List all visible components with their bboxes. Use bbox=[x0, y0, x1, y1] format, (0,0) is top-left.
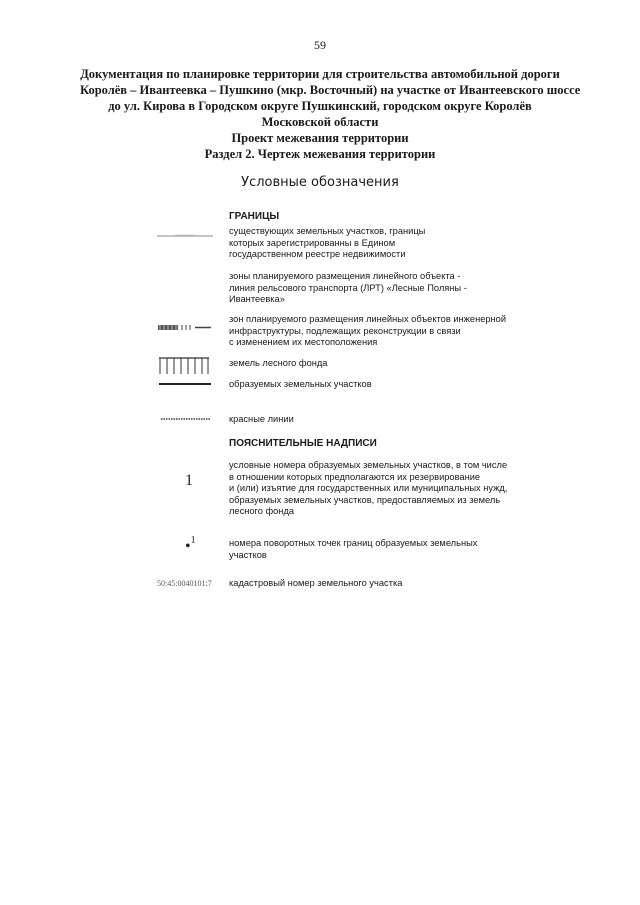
document-header bbox=[80, 66, 581, 162]
legend-item-parcel-numbers: условные номера образуемых земельных участков, в том числе в отношении которых предполагаются их резервирование и (или) изъятие для государственных или муниципальных нужд, образуемых земельных участков, предоставляемых из земель лесного фонда bbox=[229, 460, 508, 516]
turning-point-symbol: •1 bbox=[185, 535, 196, 555]
comb-line-icon bbox=[158, 355, 210, 377]
header-line: Раздел 2. Чертеж межевания территории bbox=[204, 147, 436, 161]
legend-item-existing-parcels: существующих земельных участков, границы которых зарегистрированны в Едином государственном реестре недвижимости bbox=[229, 226, 426, 259]
legend-item-red-lines: красные линии bbox=[229, 414, 294, 424]
header-line: до ул. Кирова в Городском округе Пушкинский, городском округе Королёв bbox=[108, 99, 532, 113]
header-line: Московской области bbox=[261, 115, 379, 129]
legend-item-turning-points: номера поворотных точек границ образуемых земельных участков bbox=[229, 538, 478, 560]
header-line: Проект межевания территории bbox=[231, 131, 409, 145]
notes-heading: ПОЯСНИТЕЛЬНЫЕ НАДПИСИ bbox=[229, 438, 377, 449]
dotted-red-line-icon bbox=[160, 416, 212, 422]
hatched-dashed-line-icon bbox=[157, 323, 213, 332]
cadastral-number-symbol: 50:45:0040101:7 bbox=[157, 579, 212, 588]
legend-item-cadastral-number: кадастровый номер земельного участка bbox=[229, 578, 403, 588]
thick-black-line-icon bbox=[158, 381, 212, 387]
page-number: 59 bbox=[314, 38, 326, 52]
borders-heading: ГРАНИЦЫ bbox=[229, 211, 280, 222]
legend-item-forest-lands: земель лесного фонда bbox=[229, 358, 328, 368]
legend-item-formed-parcels: образуемых земельных участков bbox=[229, 379, 372, 389]
thin-gray-line-icon bbox=[155, 232, 215, 240]
turning-point-number: 1 bbox=[190, 535, 196, 546]
header-line: Королёв – Ивантеевка – Пушкино (мкр. Восточный) на участке от Ивантеевского шоссе bbox=[80, 83, 581, 97]
legend-title: Условные обозначения bbox=[241, 175, 399, 190]
legend-item-engineering-zone: зон планируемого размещения линейных объектов инженерной инфраструктуры, подлежащих реконструкции в связи с изменением их местоположения bbox=[229, 314, 507, 347]
legend-item-lrt-zone: зоны планируемого размещения линейного объекта - линия рельсового транспорта (ЛРТ) «Лесные Поляны - Ивантеевка» bbox=[229, 271, 467, 304]
parcel-number-symbol: 1 bbox=[185, 472, 193, 489]
header-line: Документация по планировке территории для строительства автомобильной дороги bbox=[80, 67, 560, 81]
